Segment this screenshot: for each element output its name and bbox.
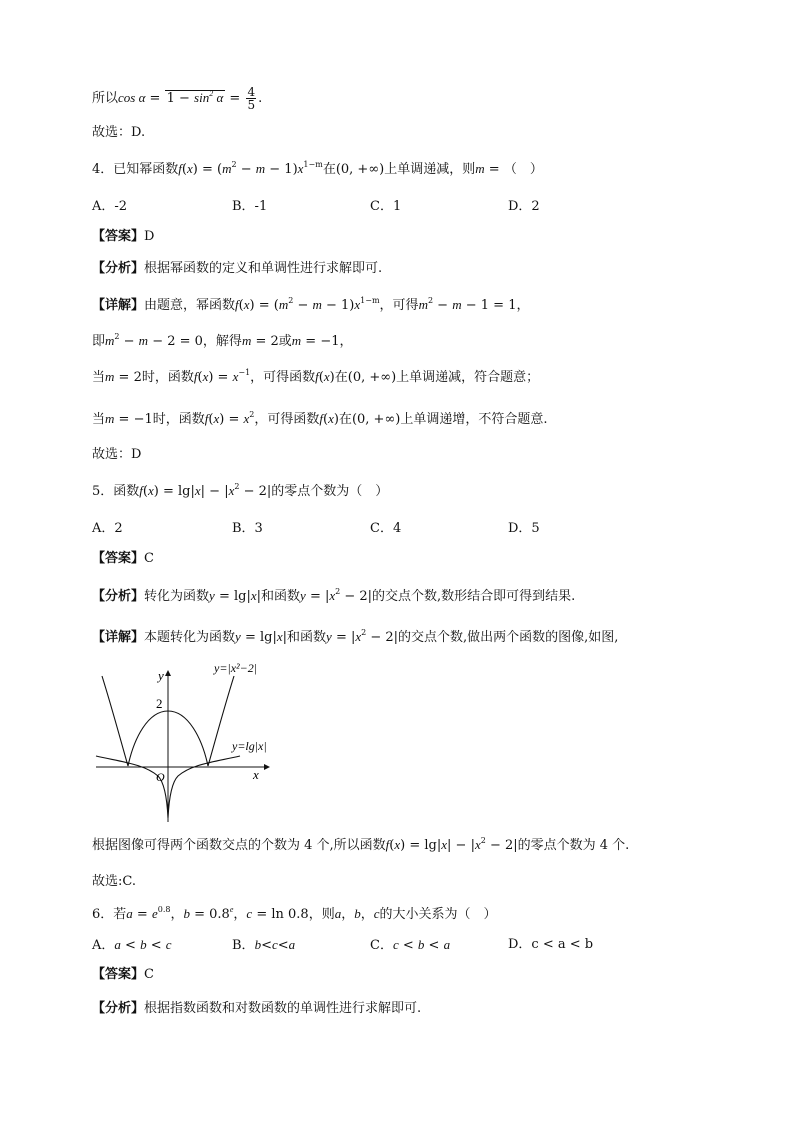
q4-analysis: 【分析】根据幂函数的定义和单调性进行求解即可. bbox=[92, 261, 383, 276]
origin-label: O bbox=[156, 770, 165, 784]
cos-line: 所以$\cos \alpha = 1 - \sin^2 \alpha$ = $\frac{4}{5}$ . bbox=[92, 85, 263, 112]
q5-analysis: 【分析】转化为函数y = lg|x|和函数$y = |x^2 - 2|$的交点个数,数形结合即可得到结果. bbox=[92, 587, 576, 604]
function-graph bbox=[92, 658, 282, 826]
q6-option-c: C．c < b < a bbox=[370, 937, 451, 953]
q6-option-d: D．c < a < b bbox=[508, 937, 594, 952]
fraction: $\frac{4}{5}$ bbox=[247, 85, 256, 112]
q6-option-a: A．a < b < c bbox=[92, 937, 172, 953]
text: 所以 bbox=[92, 91, 119, 106]
q4-detail-2: 即$m^2 - m - 2 = 0$，解得m = 2或m = −1， bbox=[92, 332, 353, 349]
q4-detail-3: 当m = 2时，函数$f(x) = x^{-1}$，可得函数f(x)在(0, +∞)上单调递减，符合题意； bbox=[92, 368, 540, 385]
q5-choice: 故选:C. bbox=[92, 874, 136, 889]
x-axis-arrow bbox=[264, 764, 270, 770]
q6-stem: 6．若$a = e^{0.8}$，b = 0.8$^e$，c = ln 0.8，则a，b，c的大小关系为（ ） bbox=[92, 905, 497, 922]
q5-option-a: A．2 bbox=[92, 521, 123, 536]
q4-stem: 4．已知幂函数$f(x) = (m^2 - m - 1)x^{1-m}$在(0, +∞)上单调递减，则m = （ ） bbox=[92, 160, 543, 177]
y-axis-label: y bbox=[158, 668, 164, 683]
q4-option-b: B．-1 bbox=[232, 199, 268, 214]
tick-2-label: 2 bbox=[156, 696, 163, 711]
label-abs-quadratic: y=|x²−2| bbox=[214, 661, 258, 675]
q5-option-d: D．5 bbox=[508, 521, 540, 536]
q4-option-c: C．1 bbox=[370, 199, 402, 214]
q5-detail: 【详解】本题转化为函数y = lg|x|和函数$y = |x^2 - 2|$的交点个数,做出两个函数的图像,如图, bbox=[92, 628, 619, 645]
y-axis-arrow bbox=[165, 670, 171, 676]
q4-option-d: D．2 bbox=[508, 199, 540, 214]
q5-conclusion: 根据图像可得两个函数交点的个数为 4 个,所以函数$f(x) = \lg|x| - |x^2 - 2|$的零点个数为 4 个. bbox=[92, 836, 630, 853]
q4-choice: 故选：D bbox=[92, 447, 142, 462]
q5-stem: 5．函数$f(x) = \lg|x| - |x^2 - 2|$的零点个数为（ ） bbox=[92, 482, 389, 499]
x-axis-label: x bbox=[253, 767, 259, 782]
q4-detail-4: 当m = −1时，函数$f(x) = x^2$，可得函数f(x)在(0, +∞)上单调递增，不符合题意. bbox=[92, 410, 548, 427]
q5-option-b: B．3 bbox=[232, 521, 263, 536]
q6-option-b: B．b<c<a bbox=[232, 937, 296, 953]
q4-detail-1: 【详解】由题意，幂函数$f(x) = (m^2 - m - 1)x^{1-m}$，可得$m^2 - m - 1 = 1$， bbox=[92, 296, 530, 313]
q4-option-a: A．-2 bbox=[92, 199, 128, 214]
choice-line: 故选：D. bbox=[92, 125, 146, 140]
label-log-abs: y=lg|x| bbox=[232, 739, 267, 753]
q6-analysis: 【分析】根据指数函数和对数函数的单调性进行求解即可. bbox=[92, 1001, 422, 1016]
q4-answer: 【答案】D bbox=[92, 229, 155, 244]
q5-option-c: C．4 bbox=[370, 521, 402, 536]
q5-answer: 【答案】C bbox=[92, 551, 154, 566]
q6-answer: 【答案】C bbox=[92, 967, 154, 982]
